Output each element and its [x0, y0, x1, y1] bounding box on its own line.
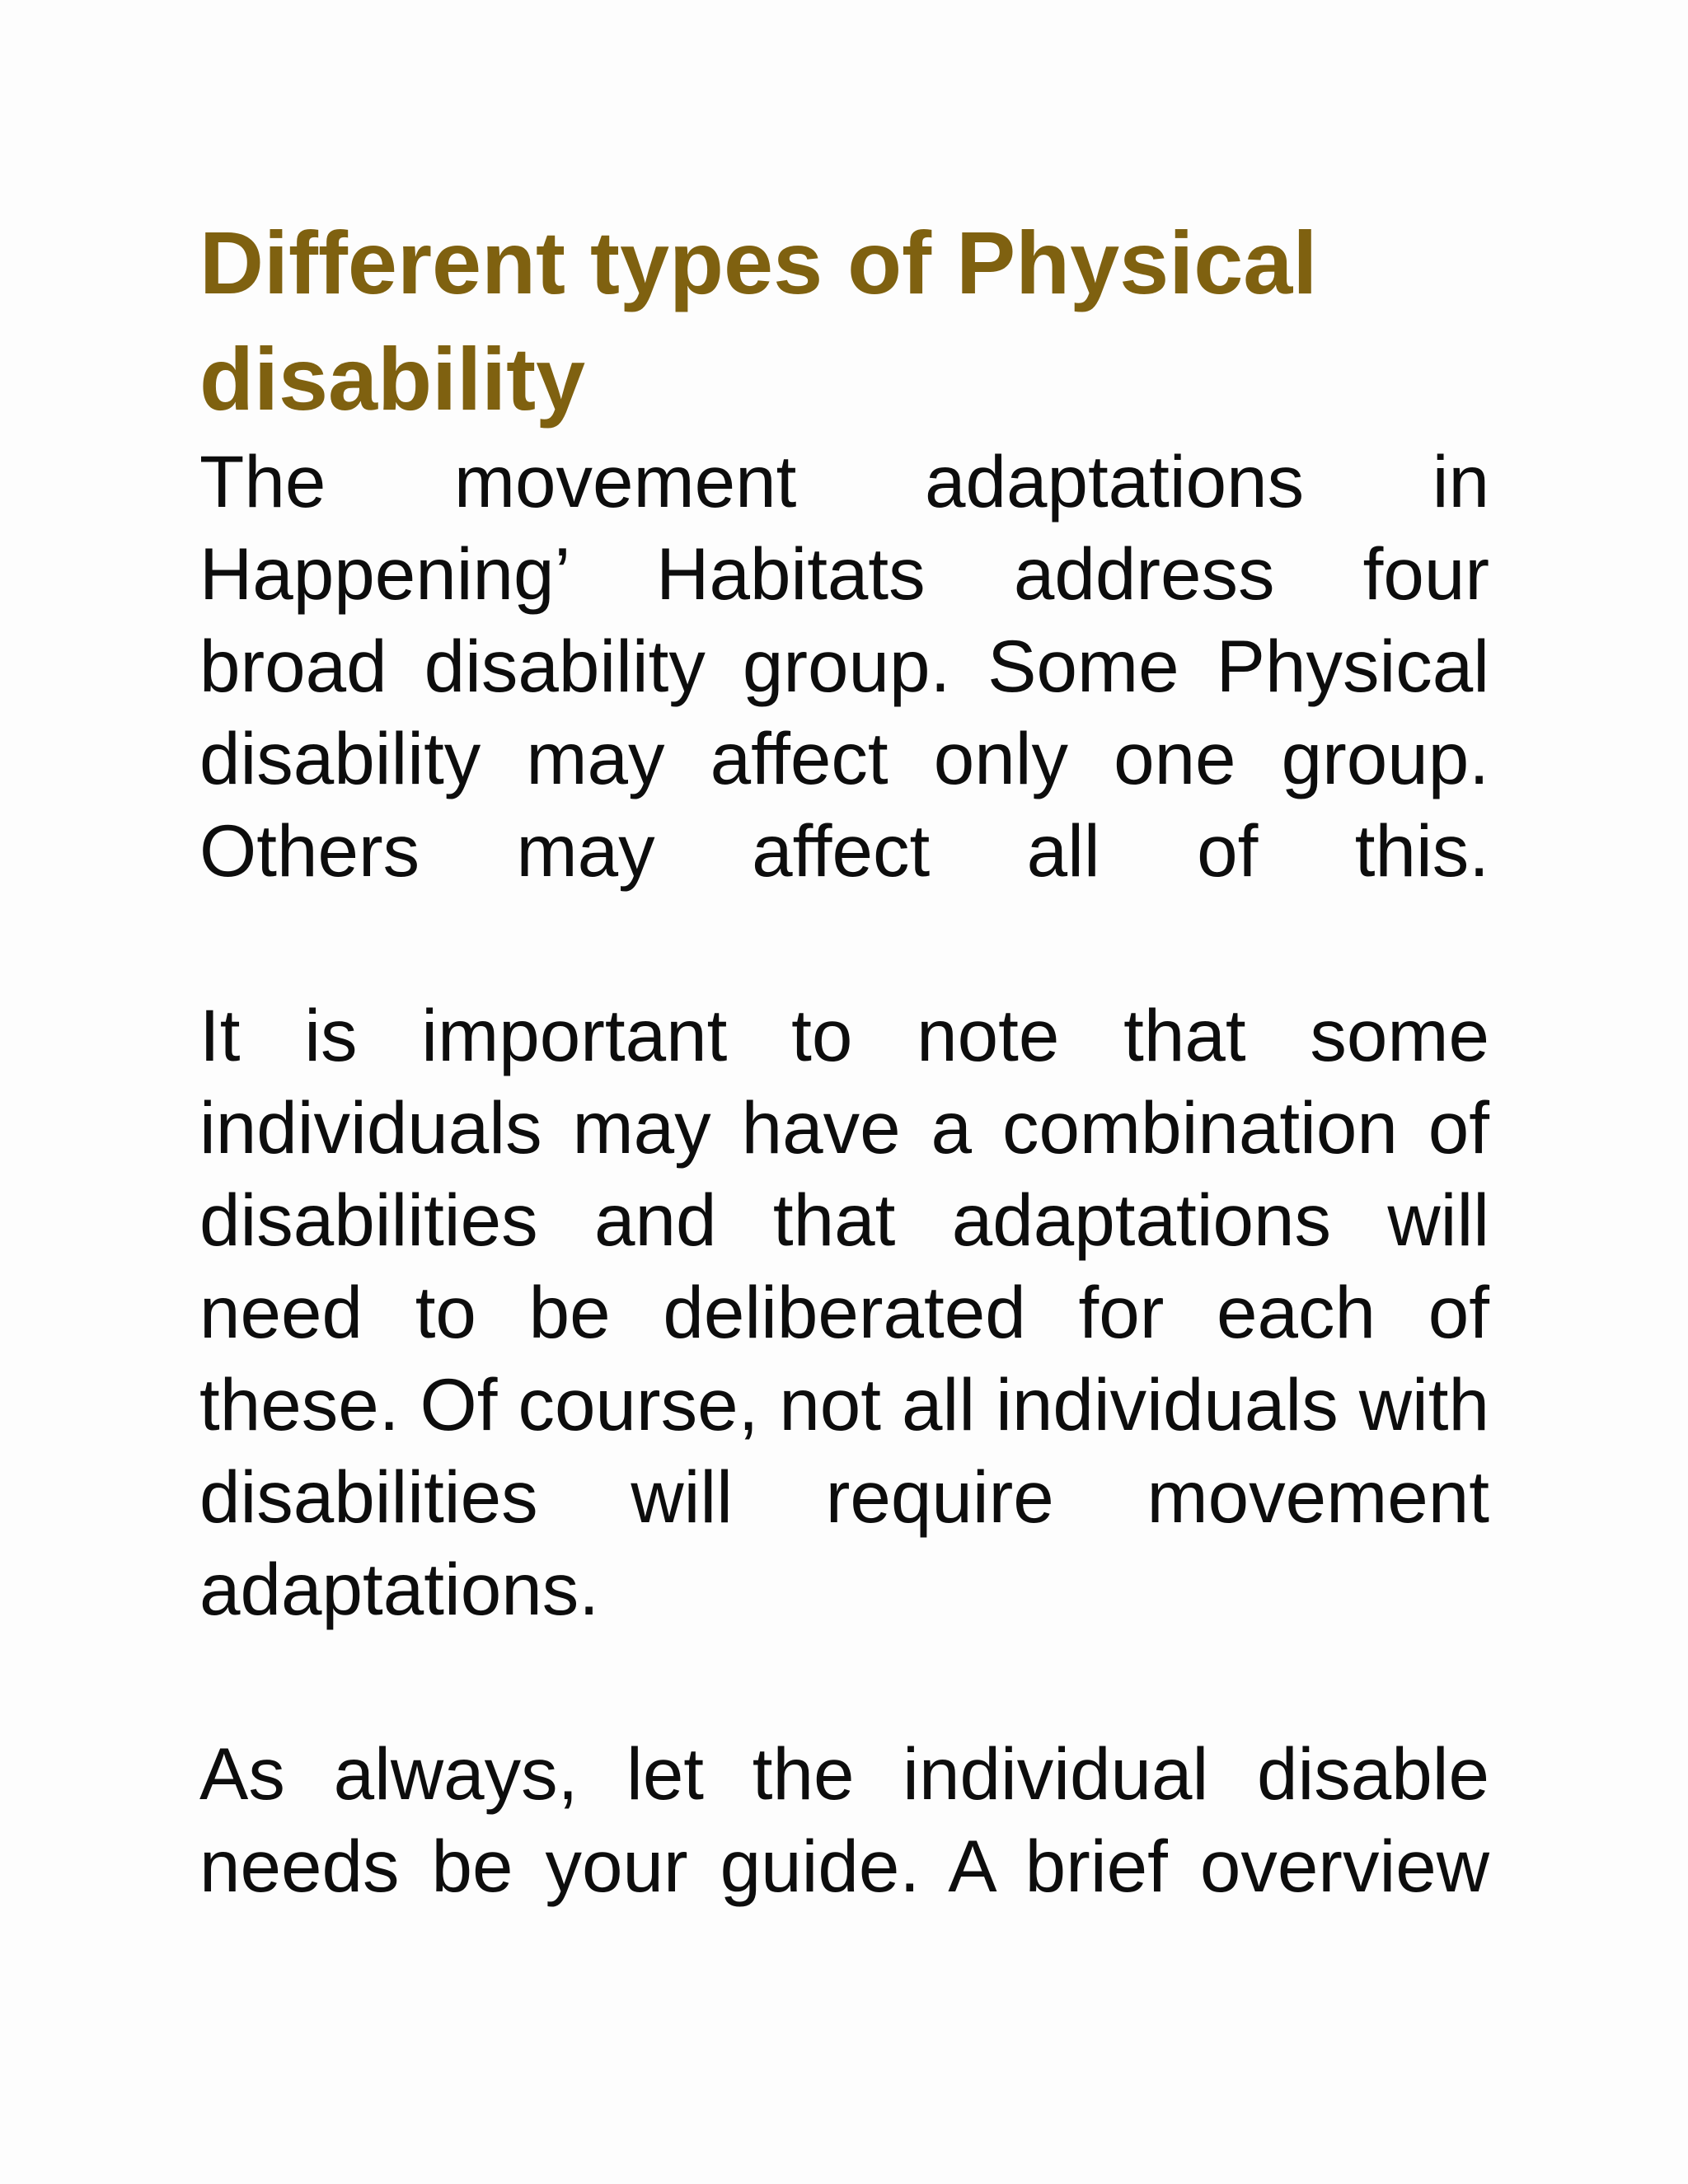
- page-title: Different types of Physical disability: [199, 213, 1318, 429]
- document-content: [199, 204, 1489, 1912]
- paragraph-spacer: [199, 1635, 1489, 1727]
- paragraph-2: It is important to note that some individuals may have a combination of disabilities and that adaptations will need to be deliberated for each of these. Of course, not all individuals with disabilities will require movement adaptations.: [199, 994, 1489, 1630]
- paragraph-3: As always, let the individual disable needs be your guide. A brief overview: [199, 1732, 1489, 1907]
- paragraph-spacer: [199, 897, 1489, 989]
- paragraph-1: The movement adaptations in Happening’ Habitats address four broad disability group. Some Physical disability may affect only one group. Others may affect all of this.: [199, 440, 1489, 892]
